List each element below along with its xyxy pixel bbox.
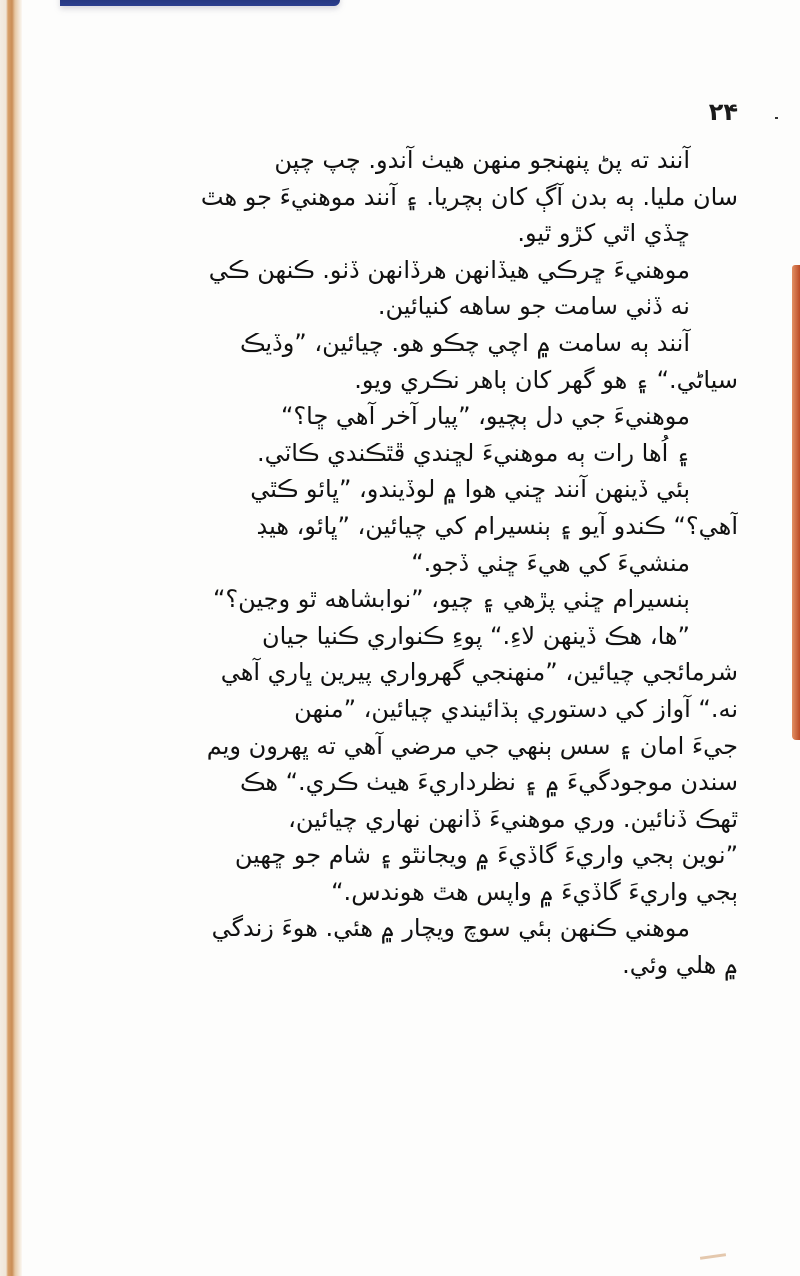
bookmark-ribbon bbox=[60, 0, 340, 6]
text-line: ٻنسيرام ڇٺي پڙهي ۽ چيو، ”نوابشاهه ٿو وڃين؟“ bbox=[213, 585, 690, 614]
text-line: موهنيءَ جي دل ٻچيو، ”پيار آخر آهي ڇا؟“ bbox=[280, 402, 690, 431]
text-line: آهي؟“ ڪندو آيو ۽ ٻنسيرام کي چيائين، ”ڀائو، هيڊ bbox=[256, 511, 738, 540]
text-line: آنند ته پڻ پنهنجو منهن هيٺ آندو. چپ چپن bbox=[274, 146, 690, 174]
text-line: موهني ڪنهن ٻئي سوچ ويچار ۾ هئي. هوءَ زندگي bbox=[211, 914, 690, 943]
text-line: ٿهڪ ڏنائين. وري موهنيءَ ڏانهن نهاري چيائين، bbox=[288, 804, 738, 833]
text-line: آنند ٻه سامت ۾ اچي چڪو هو. چيائين، ”وڏيڪ bbox=[240, 328, 690, 357]
text-line: سندن موجودگيءَ ۾ ۽ نظرداريءَ هيٺ ڪري.“ هڪ bbox=[240, 768, 738, 797]
page-number: ۲۴ bbox=[708, 98, 738, 126]
book-spine-edge bbox=[0, 0, 22, 1276]
text-line: سان مليا. ٻه بدن آڳ کان ٻچريا. ۽ آنند موهنيءَ جو هٿ bbox=[200, 182, 738, 211]
text-line: نه.“ آواز کي دستوري ٻڌائيندي چيائين، ”منهن bbox=[294, 694, 738, 723]
text-line: سياڻي.“ ۽ هو گهر کان ٻاهر نڪري ويو. bbox=[354, 365, 738, 394]
ink-dot bbox=[775, 117, 778, 119]
text-line: جيءَ امان ۽ سس ٻنهي جي مرضي آهي ته ڀهرون ويم bbox=[206, 731, 738, 760]
page-tab-edge bbox=[792, 265, 800, 740]
text-line: منشيءَ کي هيءَ ڇٺي ڏجو.“ bbox=[411, 548, 690, 577]
text-line: ”ها، هڪ ڏينهن لاءِ.“ پوءِ ڪنواري ڪنيا جيان bbox=[261, 621, 690, 650]
text-line: ”نوين ٻجي واريءَ گاڏيءَ ۾ ويجانٿو ۽ شام جو ڇهين bbox=[234, 841, 738, 870]
text-line: ٻئي ڏينهن آنند ڇني هوا ۾ لوڏيندو، ”ڀائو ڪٿي bbox=[250, 475, 690, 504]
text-line: شرمائجي چيائين، ”منهنجي گهرواري پيرين ڀاري آهي bbox=[220, 658, 738, 687]
text-line: ۾ هلي وئي. bbox=[622, 951, 738, 980]
text-line: ۽ اُها رات ٻه موهنيءَ لڇندي ڦٿڪندي ڪاٽي. bbox=[256, 438, 690, 467]
page-body-text bbox=[38, 142, 738, 984]
text-line: موهنيءَ ڇرڪي هيڏانهن هرڏانهن ڏٺو. ڪنهن ڪي bbox=[208, 255, 690, 284]
text-line: ڇڏي اٿي کڙو ٿيو. bbox=[517, 219, 690, 248]
paper-stain bbox=[700, 1253, 726, 1260]
text-line: نه ڏٺي سامت جو ساهه کنيائين. bbox=[377, 292, 690, 321]
text-line: ٻجي واريءَ گاڏيءَ ۾ واپس هٿ هوندس.“ bbox=[331, 877, 738, 906]
